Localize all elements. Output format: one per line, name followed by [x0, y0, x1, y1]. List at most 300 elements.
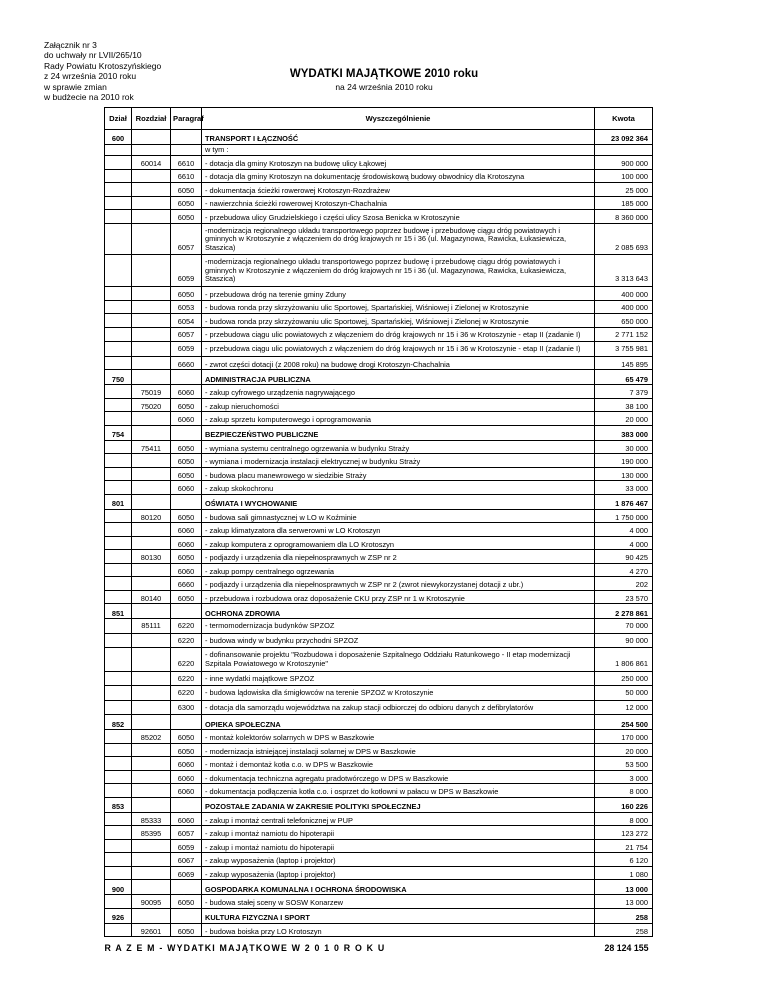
description-cell: - budowa ronda przy skrzyżowaniu ulic Sportowej, Spartańskiej, Wiśniowej i Zielonej w Krotoszynie	[202, 314, 595, 328]
description-cell: OPIEKA SPOŁECZNA	[202, 715, 595, 730]
description-cell: - podjazdy i urządzenia dla niepełnosprawnych w ZSP nr 2	[202, 550, 595, 564]
table-row	[105, 812, 653, 826]
table-row	[105, 784, 653, 798]
rozdzial-cell: 90095	[132, 895, 171, 909]
rozdzial-cell	[132, 287, 171, 301]
description-cell: -modernizacja regionalnego układu transportowego poprzez budowę i przebudowę ciągu dróg powiatowych i gminnych w Krotoszynie z włączeniem do dróg krajowych nr 15 i 36 (ul. Magazynowa, Rawicka, Łukasiewicza, Staszica)	[202, 223, 595, 255]
table-row	[105, 730, 653, 744]
paragraf-cell: 6067	[171, 853, 202, 867]
rozdzial-cell	[132, 604, 171, 619]
description-cell: - wymiana systemu centralnego ogrzewania w budynku Straży	[202, 440, 595, 454]
rozdzial-cell	[132, 342, 171, 357]
rozdzial-cell	[132, 327, 171, 342]
paragraf-cell: 6057	[171, 826, 202, 840]
table-row	[105, 314, 653, 328]
amount-cell: 23 570	[595, 590, 653, 604]
table-row	[105, 481, 653, 495]
paragraf-cell: 6060	[171, 812, 202, 826]
amount-cell: 8 000	[595, 812, 653, 826]
amount-cell: 8 360 000	[595, 210, 653, 224]
paragraf-cell: 6050	[171, 440, 202, 454]
annex-note-line: Załącznik nr 3	[44, 40, 97, 50]
page-title: WYDATKI MAJĄTKOWE 2010 roku	[289, 68, 479, 80]
rozdzial-cell: 85202	[132, 730, 171, 744]
paragraf-cell: 6060	[171, 385, 202, 399]
amount-cell: 7 379	[595, 385, 653, 399]
dzial-cell	[105, 255, 132, 287]
paragraf-cell: 6060	[171, 563, 202, 577]
paragraf-cell: 6057	[171, 327, 202, 342]
amount-cell: 400 000	[595, 287, 653, 301]
table-row	[105, 287, 653, 301]
rozdzial-cell	[132, 743, 171, 757]
rozdzial-cell	[132, 481, 171, 495]
dzial-cell	[105, 314, 132, 328]
dzial-cell	[105, 550, 132, 564]
amount-cell: 123 272	[595, 826, 653, 840]
dzial-cell	[105, 839, 132, 853]
paragraf-cell	[171, 145, 202, 156]
description-cell: - dofinansowanie projektu "Rozbudowa i doposażenie Szpitalnego Oddziału Ratunkowego - II etap modernizacji Szpitala Powiatowego w Krotoszynie"	[202, 648, 595, 671]
paragraf-cell	[171, 130, 202, 145]
dzial-cell: 900	[105, 880, 132, 895]
table-row	[105, 327, 653, 342]
amount-cell: 13 000	[595, 880, 653, 895]
dzial-cell	[105, 156, 132, 170]
section-row	[105, 880, 653, 895]
table-header-row	[105, 108, 653, 130]
section-row	[105, 908, 653, 923]
table-row	[105, 385, 653, 399]
description-cell: - przebudowa ciągu ulic powiatowych z włączeniem do dróg krajowych nr 15 i 36 w Krotoszynie - etap II (zadanie I)	[202, 327, 595, 342]
paragraf-cell: 6050	[171, 196, 202, 210]
description-cell: BEZPIECZEŃSTWO PUBLICZNE	[202, 425, 595, 440]
table-row	[105, 412, 653, 426]
description-cell: OŚWIATA I WYCHOWANIE	[202, 494, 595, 509]
dzial-cell	[105, 342, 132, 357]
dzial-cell	[105, 826, 132, 840]
paragraf-cell: 6050	[171, 454, 202, 468]
paragraf-cell: 6220	[171, 671, 202, 686]
amount-cell: 650 000	[595, 314, 653, 328]
amount-cell: 13 000	[595, 895, 653, 909]
dzial-cell: 801	[105, 494, 132, 509]
amount-cell: 190 000	[595, 454, 653, 468]
annex-note-line: z 24 września 2010 roku	[44, 71, 137, 82]
description-cell: - zakup i montaż centrali telefonicznej w PUP	[202, 812, 595, 826]
dzial-cell	[105, 812, 132, 826]
annex-note-line: w sprawie zmian	[44, 81, 107, 92]
table-row	[105, 342, 653, 357]
paragraf-cell: 6059	[171, 342, 202, 357]
dzial-cell	[105, 509, 132, 523]
rozdzial-cell: 60014	[132, 156, 171, 170]
paragraf-cell	[171, 715, 202, 730]
dzial-cell	[105, 671, 132, 686]
rozdzial-cell	[132, 300, 171, 314]
paragraf-cell: 6053	[171, 300, 202, 314]
description-cell: - termomodernizacja budynków SPZOZ	[202, 619, 595, 634]
paragraf-cell	[171, 370, 202, 385]
header-opis: Wyszczególnienie	[202, 108, 595, 130]
description-cell: - wymiana i modernizacja instalacji elektrycznej w budynku Straży	[202, 454, 595, 468]
paragraf-cell	[171, 604, 202, 619]
dzial-cell	[105, 686, 132, 701]
description-cell: KULTURA FIZYCZNA I SPORT	[202, 908, 595, 923]
table-row	[105, 145, 653, 156]
description-cell: - dotacja dla gminy Krotoszyn na budowę ulicy Łąkowej	[202, 156, 595, 170]
description-cell: - podjazdy i urządzenia dla niepełnosprawnych w ZSP nr 2 (zwrot niewykorzystanej dotacji z ubr.)	[202, 577, 595, 591]
dzial-cell	[105, 183, 132, 197]
table-row	[105, 550, 653, 564]
header-dzial: Dział	[105, 108, 132, 130]
amount-cell: 170 000	[595, 730, 653, 744]
table-row	[105, 523, 653, 537]
paragraf-cell: 6050	[171, 923, 202, 937]
paragraf-cell: 6050	[171, 183, 202, 197]
amount-cell: 90 000	[595, 633, 653, 648]
rozdzial-cell	[132, 839, 171, 853]
amount-cell: 100 000	[595, 169, 653, 183]
amount-cell: 2 771 152	[595, 327, 653, 342]
paragraf-cell: 6060	[171, 481, 202, 495]
amount-cell: 254 500	[595, 715, 653, 730]
paragraf-cell: 6300	[171, 700, 202, 715]
amount-cell: 25 000	[595, 183, 653, 197]
dzial-cell	[105, 223, 132, 255]
amount-cell: 33 000	[595, 481, 653, 495]
dzial-cell	[105, 853, 132, 867]
table-row	[105, 757, 653, 771]
amount-cell: 185 000	[595, 196, 653, 210]
description-cell: - dokumentacja podłączenia kotła c.o. i osprzet do kotłowni w pałacu w DPS w Baszkowie	[202, 784, 595, 798]
rozdzial-cell	[132, 183, 171, 197]
table-row	[105, 467, 653, 481]
amount-cell: 12 000	[595, 700, 653, 715]
amount-cell: 160 226	[595, 797, 653, 812]
rozdzial-cell	[132, 210, 171, 224]
dzial-cell: 754	[105, 425, 132, 440]
table-row	[105, 686, 653, 701]
dzial-cell: 851	[105, 604, 132, 619]
rozdzial-cell	[132, 908, 171, 923]
description-cell: - budowa stałej sceny w SOSW Konarzew	[202, 895, 595, 909]
description-cell: - dotacja dla samorządu województwa na zakup stacji odbiorczej do odbioru danych z defibrylatorów	[202, 700, 595, 715]
amount-cell: 4 270	[595, 563, 653, 577]
dzial-cell	[105, 700, 132, 715]
amount-cell: 30 000	[595, 440, 653, 454]
amount-cell: 65 479	[595, 370, 653, 385]
rozdzial-cell	[132, 494, 171, 509]
rozdzial-cell: 92601	[132, 923, 171, 937]
table-row	[105, 633, 653, 648]
amount-cell: 70 000	[595, 619, 653, 634]
rozdzial-cell	[132, 370, 171, 385]
description-cell: w tym :	[202, 145, 595, 156]
description-cell: - zakup nieruchomości	[202, 398, 595, 412]
dzial-cell	[105, 743, 132, 757]
dzial-cell	[105, 398, 132, 412]
amount-cell: 38 100	[595, 398, 653, 412]
amount-cell: 20 000	[595, 743, 653, 757]
total-value: 28 124 155	[604, 942, 649, 953]
paragraf-cell: 6054	[171, 314, 202, 328]
paragraf-cell: 6059	[171, 839, 202, 853]
amount-cell: 1 876 467	[595, 494, 653, 509]
rozdzial-cell: 80140	[132, 590, 171, 604]
rozdzial-cell	[132, 671, 171, 686]
dzial-cell	[105, 454, 132, 468]
dzial-cell	[105, 440, 132, 454]
table-row	[105, 196, 653, 210]
rozdzial-cell	[132, 784, 171, 798]
description-cell: - przebudowa ulicy Grudzielskiego i części ulicy Szosa Benicka w Krotoszynie	[202, 210, 595, 224]
description-cell: - modernizacja istniejącej instalacji solarnej w DPS w Baszkowie	[202, 743, 595, 757]
rozdzial-cell	[132, 523, 171, 537]
dzial-cell: 853	[105, 797, 132, 812]
dzial-cell: 926	[105, 908, 132, 923]
annex-note-line: w budżecie na 2010 rok	[44, 92, 134, 103]
dzial-cell	[105, 385, 132, 399]
description-cell: TRANSPORT I ŁĄCZNOŚĆ	[202, 130, 595, 145]
description-cell: ADMINISTRACJA PUBLICZNA	[202, 370, 595, 385]
paragraf-cell: 6610	[171, 156, 202, 170]
paragraf-cell: 6060	[171, 784, 202, 798]
description-cell: - dokumentacja ścieżki rowerowej Krotoszyn-Rozdrażew	[202, 183, 595, 197]
paragraf-cell: 6060	[171, 770, 202, 784]
table-row	[105, 700, 653, 715]
total-label: R A Z E M - WYDATKI MAJĄTKOWE W 2 0 1 0 R O K U	[104, 942, 386, 953]
paragraf-cell	[171, 908, 202, 923]
table-row	[105, 866, 653, 880]
amount-cell: 21 754	[595, 839, 653, 853]
header-kwota: Kwota	[595, 108, 653, 130]
description-cell: -modernizacja regionalnego układu transportowego poprzez budowę i przebudowę ciągu dróg powiatowych i gminnych w Krotoszynie z włączeniem do dróg krajowych nr 15 i 36 (ul. Magazynowa, Rawicka, Łukasiewicza, Staszica)	[202, 255, 595, 287]
dzial-cell	[105, 577, 132, 591]
paragraf-cell: 6220	[171, 686, 202, 701]
rozdzial-cell	[132, 797, 171, 812]
description-cell: POZOSTAŁE ZADANIA W ZAKRESIE POLITYKI SPOŁECZNEJ	[202, 797, 595, 812]
rozdzial-cell	[132, 223, 171, 255]
rozdzial-cell	[132, 648, 171, 671]
amount-cell: 1 806 861	[595, 648, 653, 671]
table-row	[105, 619, 653, 634]
description-cell: - budowa placu manewrowego w siedzibie Straży	[202, 467, 595, 481]
annex-note-line: do uchwały nr LVII/265/10	[44, 50, 142, 61]
dzial-cell	[105, 784, 132, 798]
page-subtitle: na 24 września 2010 roku	[335, 82, 433, 92]
amount-cell: 400 000	[595, 300, 653, 314]
table-row	[105, 300, 653, 314]
rozdzial-cell: 80120	[132, 509, 171, 523]
amount-cell: 4 000	[595, 523, 653, 537]
rozdzial-cell	[132, 425, 171, 440]
description-cell: - przebudowa i rozbudowa oraz doposażenie CKU przy ZSP nr 1 w Krotoszynie	[202, 590, 595, 604]
amount-cell: 900 000	[595, 156, 653, 170]
paragraf-cell: 6050	[171, 398, 202, 412]
description-cell: - budowa lądowiska dla śmigłowców na terenie SPZOZ w Krotoszynie	[202, 686, 595, 701]
rozdzial-cell	[132, 686, 171, 701]
dzial-cell	[105, 356, 132, 370]
paragraf-cell: 6057	[171, 223, 202, 255]
rozdzial-cell	[132, 880, 171, 895]
rozdzial-cell	[132, 314, 171, 328]
amount-cell: 23 092 364	[595, 130, 653, 145]
table-row	[105, 743, 653, 757]
rozdzial-cell: 80130	[132, 550, 171, 564]
amount-cell: 130 000	[595, 467, 653, 481]
rozdzial-cell	[132, 536, 171, 550]
amount-cell: 202	[595, 577, 653, 591]
paragraf-cell: 6050	[171, 895, 202, 909]
dzial-cell	[105, 536, 132, 550]
section-row	[105, 494, 653, 509]
description-cell: - zakup klimatyzatora dla serwerowni w LO Krotoszyn	[202, 523, 595, 537]
description-cell: - montaż i demontaż kotła c.o. w DPS w Baszkowie	[202, 757, 595, 771]
total-row	[105, 937, 653, 953]
paragraf-cell: 6660	[171, 577, 202, 591]
section-row	[105, 797, 653, 812]
dzial-cell	[105, 327, 132, 342]
rozdzial-cell	[132, 145, 171, 156]
dzial-cell	[105, 481, 132, 495]
rozdzial-cell: 85333	[132, 812, 171, 826]
paragraf-cell: 6050	[171, 509, 202, 523]
amount-cell	[595, 145, 653, 156]
description-cell: - dotacja dla gminy Krotoszyn na dokumentację środowiskową budowy obwodnicy dla Krotoszyna	[202, 169, 595, 183]
amount-cell: 3 313 643	[595, 255, 653, 287]
amount-cell: 20 000	[595, 412, 653, 426]
description-cell: - przebudowa dróg na terenie gminy Zduny	[202, 287, 595, 301]
amount-cell: 258	[595, 923, 653, 937]
paragraf-cell: 6220	[171, 633, 202, 648]
description-cell: - budowa sali gimnastycznej w LO w Koźminie	[202, 509, 595, 523]
paragraf-cell: 6060	[171, 757, 202, 771]
table-row	[105, 223, 653, 255]
paragraf-cell: 6060	[171, 412, 202, 426]
table-row	[105, 210, 653, 224]
description-cell: - dokumentacja techniczna agregatu pradotwórczego w DPS w Baszkowie	[202, 770, 595, 784]
paragraf-cell	[171, 425, 202, 440]
table-row	[105, 563, 653, 577]
rozdzial-cell	[132, 700, 171, 715]
rozdzial-cell	[132, 853, 171, 867]
description-cell: - inne wydatki majątkowe SPZOZ	[202, 671, 595, 686]
table-row	[105, 648, 653, 671]
dzial-cell	[105, 757, 132, 771]
dzial-cell	[105, 523, 132, 537]
dzial-cell	[105, 923, 132, 937]
table-row	[105, 183, 653, 197]
description-cell: - zakup i montaż namiotu do hipoterapii	[202, 826, 595, 840]
table-row	[105, 671, 653, 686]
table-row	[105, 398, 653, 412]
paragraf-cell: 6060	[171, 523, 202, 537]
expenditure-table	[104, 107, 653, 952]
dzial-cell	[105, 895, 132, 909]
table-row	[105, 923, 653, 937]
paragraf-cell: 6050	[171, 467, 202, 481]
dzial-cell	[105, 467, 132, 481]
amount-cell: 3 000	[595, 770, 653, 784]
amount-cell: 1 080	[595, 866, 653, 880]
amount-cell: 8 000	[595, 784, 653, 798]
table-row	[105, 440, 653, 454]
description-cell: - zakup wyposażenia (laptop i projektor)	[202, 853, 595, 867]
description-cell: - zakup wyposażenia (laptop i projektor)	[202, 866, 595, 880]
paragraf-cell: 6050	[171, 730, 202, 744]
table-row	[105, 156, 653, 170]
paragraf-cell	[171, 494, 202, 509]
amount-cell: 1 750 000	[595, 509, 653, 523]
description-cell: - nawierzchnia ścieżki rowerowej Krotoszyn-Chachalnia	[202, 196, 595, 210]
dzial-cell: 852	[105, 715, 132, 730]
table-row	[105, 826, 653, 840]
table-row	[105, 770, 653, 784]
rozdzial-cell	[132, 130, 171, 145]
dzial-cell	[105, 866, 132, 880]
paragraf-cell: 6060	[171, 536, 202, 550]
table-row	[105, 509, 653, 523]
dzial-cell	[105, 619, 132, 634]
paragraf-cell: 6220	[171, 648, 202, 671]
rozdzial-cell	[132, 866, 171, 880]
dzial-cell	[105, 770, 132, 784]
dzial-cell	[105, 563, 132, 577]
amount-cell: 50 000	[595, 686, 653, 701]
description-cell: - zakup sprzetu komputerowego i oprogramowania	[202, 412, 595, 426]
amount-cell: 4 000	[595, 536, 653, 550]
table-row	[105, 895, 653, 909]
paragraf-cell: 6050	[171, 590, 202, 604]
table-row	[105, 356, 653, 370]
description-cell: - zakup cyfrowego urządzenia nagrywającego	[202, 385, 595, 399]
dzial-cell	[105, 633, 132, 648]
dzial-cell	[105, 590, 132, 604]
header-paragraf: Paragraf	[171, 108, 202, 130]
rozdzial-cell	[132, 169, 171, 183]
description-cell: - zakup skokochronu	[202, 481, 595, 495]
paragraf-cell: 6220	[171, 619, 202, 634]
dzial-cell: 750	[105, 370, 132, 385]
description-cell: OCHRONA ZDROWIA	[202, 604, 595, 619]
amount-cell: 250 000	[595, 671, 653, 686]
rozdzial-cell	[132, 715, 171, 730]
dzial-cell	[105, 196, 132, 210]
section-row	[105, 425, 653, 440]
description-cell: GOSPODARKA KOMUNALNA I OCHRONA ŚRODOWISKA	[202, 880, 595, 895]
dzial-cell	[105, 648, 132, 671]
section-row	[105, 604, 653, 619]
table-row	[105, 577, 653, 591]
table-row	[105, 839, 653, 853]
description-cell: - zakup pompy centralnego ogrzewania	[202, 563, 595, 577]
section-row	[105, 130, 653, 145]
paragraf-cell: 6610	[171, 169, 202, 183]
rozdzial-cell: 75020	[132, 398, 171, 412]
rozdzial-cell: 85111	[132, 619, 171, 634]
paragraf-cell: 6050	[171, 743, 202, 757]
table-row	[105, 853, 653, 867]
rozdzial-cell	[132, 633, 171, 648]
paragraf-cell: 6069	[171, 866, 202, 880]
rozdzial-cell	[132, 757, 171, 771]
rozdzial-cell	[132, 255, 171, 287]
dzial-cell	[105, 412, 132, 426]
paragraf-cell: 6050	[171, 550, 202, 564]
description-cell: - budowa ronda przy skrzyżowaniu ulic Sportowej, Spartańskiej, Wiśniowej i Zielonej w Krotoszynie	[202, 300, 595, 314]
amount-cell: 3 755 981	[595, 342, 653, 357]
